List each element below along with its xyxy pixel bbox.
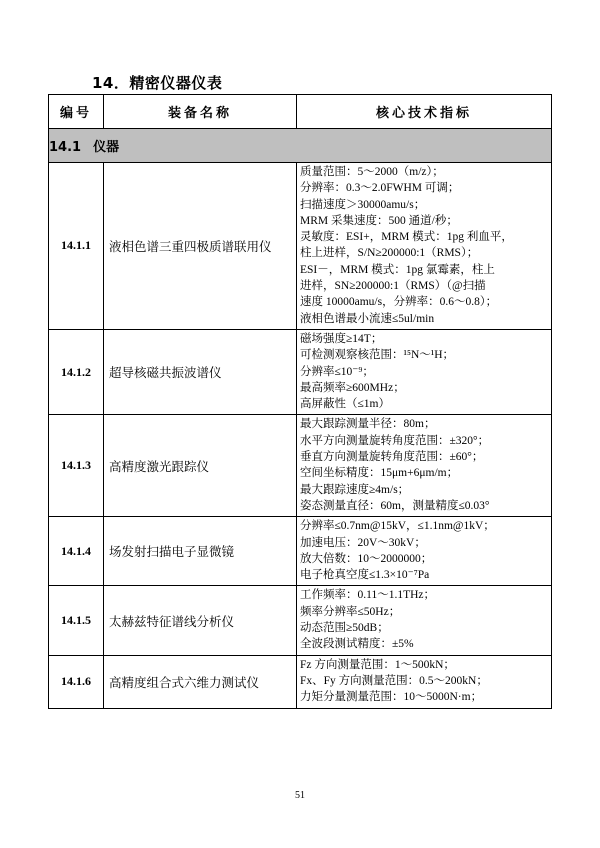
- technical-specs: [297, 655, 552, 708]
- technical-specs: [297, 586, 552, 655]
- spec-line: 扫描速度＞30000amu/s；: [300, 198, 426, 211]
- spec-line: 可检测观察核范围：¹⁵N～¹H；: [300, 349, 455, 362]
- table-row: [49, 163, 552, 330]
- equipment-name: 高精度组合式六维力测试仪: [104, 655, 297, 708]
- table-row: [49, 329, 552, 414]
- item-number: 14.1.1: [49, 163, 104, 330]
- spec-line: 电子枪真空度≤1.3×10⁻⁷Pa: [300, 569, 430, 582]
- spec-line: 频率分辨率≤50Hz；: [300, 605, 401, 618]
- equipment-name: 场发射扫描电子显微镜: [104, 517, 297, 586]
- spec-line: 加速电压：20V～30kV；: [300, 536, 426, 549]
- technical-specs: [297, 517, 552, 586]
- spec-line: 灵敏度：ESI+，MRM 模式：1pg 利血平，: [300, 231, 513, 244]
- column-header-name: 装备名称: [104, 95, 297, 129]
- spec-line: Fz 方向测量范围：1～500kN；: [300, 658, 455, 671]
- item-number: 14.1.3: [49, 415, 104, 517]
- spec-line: 进样，SN≥200000:1（RMS）（@扫描: [300, 280, 486, 293]
- technical-specs: [297, 163, 552, 330]
- spec-line: 全波段测试精度：±5%: [300, 638, 414, 651]
- item-number: 14.1.2: [49, 329, 104, 414]
- equipment-name: 太赫兹特征谱线分析仪: [104, 586, 297, 655]
- spec-line: Fx、Fy 方向测量范围：0.5～200kN；: [300, 674, 488, 687]
- spec-line: 高屏蔽性（≤1m）: [300, 398, 391, 411]
- table-row: [49, 415, 552, 517]
- section-number: 14.1: [49, 140, 82, 155]
- spec-line: 空间坐标精度：15μm+6μm/m；: [300, 467, 459, 480]
- spec-line: MRM 采集速度：500 通道/秒；: [300, 214, 458, 227]
- item-number: 14.1.4: [49, 517, 104, 586]
- spec-line: 最高频率≥600MHz；: [300, 381, 405, 394]
- spec-line: 液相色谱最小流速≤5ul/min: [300, 312, 435, 325]
- table-header-row: [49, 95, 552, 129]
- spec-line: 分辨率≤10⁻⁹；: [300, 365, 374, 378]
- spec-line: 分辨率≤0.7nm@15kV，≤1.1nm@1kV；: [300, 520, 495, 533]
- spec-line: 姿态测量直径：60m，测量精度≤0.03°: [300, 499, 490, 512]
- item-number: 14.1.5: [49, 586, 104, 655]
- section-title: 仪器: [93, 140, 120, 155]
- equipment-name: 高精度激光跟踪仪: [104, 415, 297, 517]
- table-body: [49, 163, 552, 709]
- spec-line: 速度 10000amu/s，分辨率：0.6～0.8）；: [300, 296, 498, 309]
- page-number: 51: [295, 790, 305, 801]
- section-cell: [49, 129, 552, 163]
- section-heading: 14．精密仪器仪表: [92, 74, 223, 92]
- spec-line: 最大跟踪测量半径：80m；: [300, 418, 436, 431]
- item-number: 14.1.6: [49, 655, 104, 708]
- equipment-name: 液相色谱三重四极质谱联用仪: [104, 163, 297, 330]
- spec-line: ESI－，MRM 模式：1pg 氯霉素，柱上: [300, 263, 495, 276]
- technical-specs: [297, 415, 552, 517]
- column-header-id: 编号: [49, 95, 104, 129]
- table-row: [49, 586, 552, 655]
- spec-line: 动态范围≥50dB；: [300, 622, 389, 635]
- spec-line: 水平方向测量旋转角度范围：±320°；: [300, 434, 490, 447]
- spec-line: 力矩分量测量范围：10～5000N·m；: [300, 691, 483, 704]
- column-header-specs: 核心技术指标: [297, 95, 552, 129]
- table-row: [49, 655, 552, 708]
- spec-line: 柱上进样，S/N≥200000:1（RMS）；: [300, 247, 479, 260]
- spec-table: [48, 94, 552, 709]
- table-row: [49, 517, 552, 586]
- spec-line: 最大跟踪速度≥4m/s；: [300, 483, 410, 496]
- equipment-name: 超导核磁共振波谱仪: [104, 329, 297, 414]
- spec-line: 质量范围：5～2000（m/z）；: [300, 166, 444, 178]
- spec-line: 放大倍数：10～2000000；: [300, 552, 433, 565]
- technical-specs: [297, 329, 552, 414]
- spec-line: 工作频率：0.11～1.1THz；: [300, 589, 436, 602]
- spec-line: 垂直方向测量旋转角度范围：±60°；: [300, 451, 484, 464]
- spec-line: 分辨率：0.3～2.0FWHM 可调；: [300, 182, 460, 195]
- spec-line: 磁场强度≥14T；: [300, 332, 383, 345]
- section-row: [49, 129, 552, 163]
